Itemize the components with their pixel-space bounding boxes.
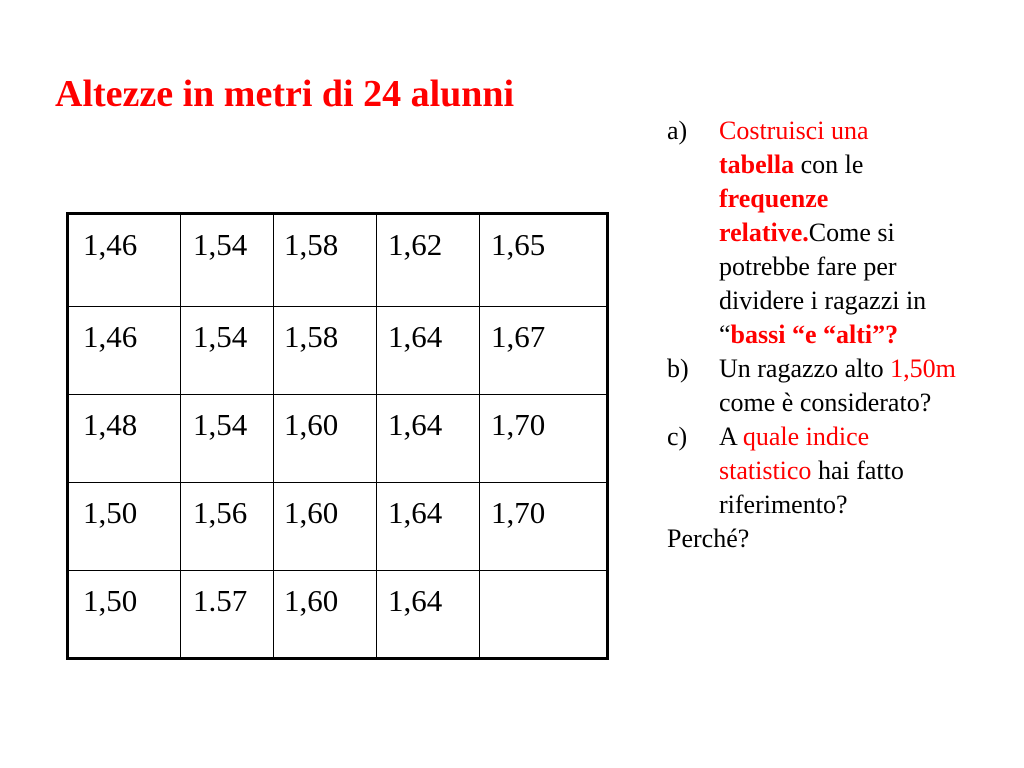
table-cell: 1,48	[68, 395, 181, 483]
table-cell: 1,70	[480, 483, 608, 571]
highlight-text: bassi “e “alti”?	[730, 320, 899, 349]
table-cell: 1,70	[480, 395, 608, 483]
table-cell: 1,58	[274, 307, 377, 395]
table-cell: 1,64	[377, 395, 480, 483]
slide-title: Altezze in metri di 24 alunni	[55, 73, 515, 115]
question-c	[667, 420, 967, 522]
table-cell: 1,56	[181, 483, 274, 571]
table-cell: 1,50	[68, 571, 181, 659]
highlight-text: frequenze relative.	[719, 184, 829, 247]
highlight-text: tabella	[719, 150, 795, 179]
table-cell: 1,58	[274, 214, 377, 307]
table-row	[68, 214, 608, 307]
table-cell: 1,60	[274, 483, 377, 571]
question-text: Un ragazzo alto	[719, 354, 891, 383]
question-text: A	[719, 422, 743, 451]
heights-table	[66, 212, 609, 660]
table-cell: 1,64	[377, 483, 480, 571]
question-text: Costruisci una	[719, 116, 869, 145]
table-cell: 1.57	[181, 571, 274, 659]
table-cell: 1,46	[68, 214, 181, 307]
table-cell: 1,50	[68, 483, 181, 571]
table-cell: 1,60	[274, 395, 377, 483]
table-cell: 1,60	[274, 571, 377, 659]
table-cell: 1,67	[480, 307, 608, 395]
question-label: a)	[667, 116, 688, 145]
table-cell: 1,54	[181, 307, 274, 395]
table-row	[68, 307, 608, 395]
table-row	[68, 395, 608, 483]
question-text: con le	[794, 150, 864, 179]
table-row	[68, 571, 608, 659]
question-text: hai fatto riferimento?	[719, 456, 904, 519]
table-cell: 1,46	[68, 307, 181, 395]
highlight-text: 1,50m	[890, 354, 956, 383]
table-row	[68, 483, 608, 571]
question-a	[667, 114, 967, 352]
question-text: Come si potrebbe fare per dividere i ragazzi in “	[719, 218, 927, 349]
question-tail: Perché?	[667, 524, 750, 553]
question-label: b)	[667, 354, 689, 383]
table-cell: 1,62	[377, 214, 480, 307]
table-cell: 1,54	[181, 214, 274, 307]
table-cell: 1,54	[181, 395, 274, 483]
table-cell: 1,65	[480, 214, 608, 307]
table-cell-empty	[480, 571, 608, 659]
highlight-text: quale indice statistico	[719, 422, 870, 485]
question-b	[667, 352, 967, 420]
questions-list	[667, 114, 967, 556]
table-cell: 1,64	[377, 571, 480, 659]
question-text: come è considerato?	[719, 388, 932, 417]
question-label: c)	[667, 422, 688, 451]
table-cell: 1,64	[377, 307, 480, 395]
